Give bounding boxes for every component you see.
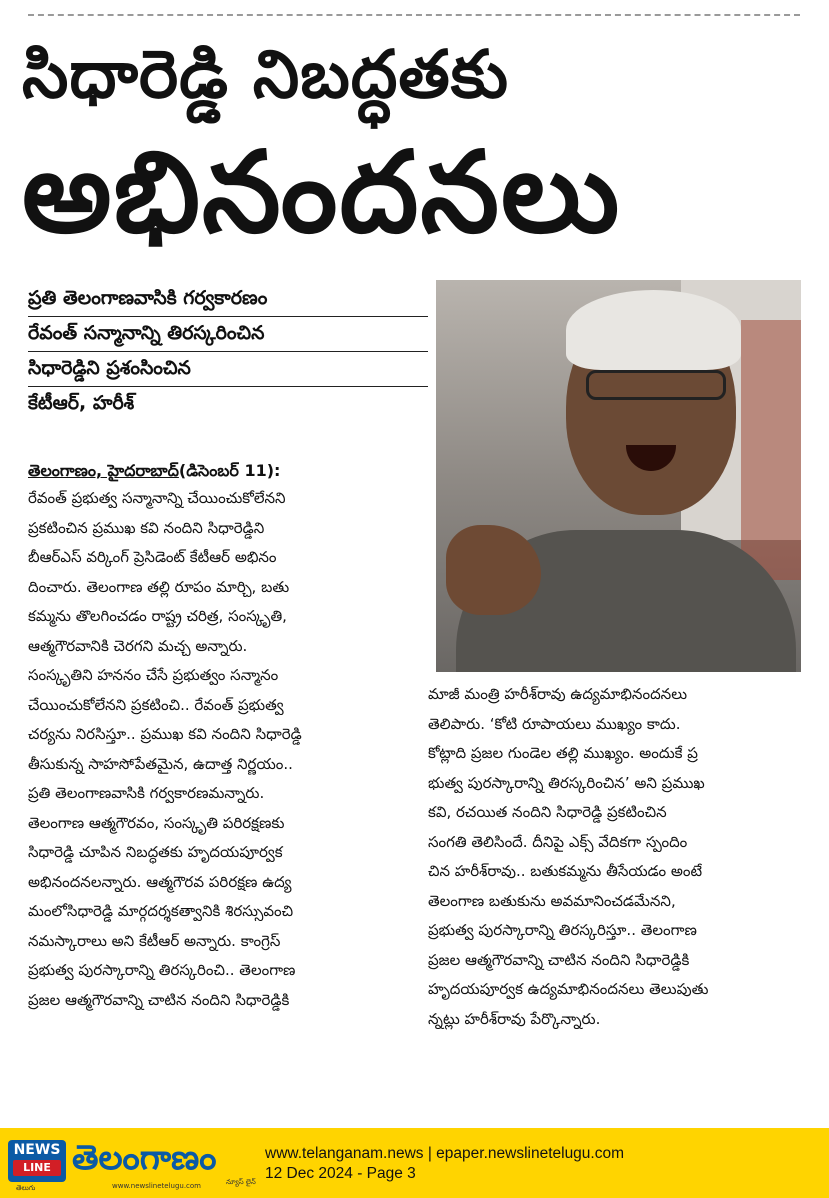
newsline-logo-top: NEWS: [13, 1142, 61, 1158]
body-line: బీఆర్ఎస్ వర్కింగ్ ప్రెసిడెంట్ కేటీఆర్ అభినం: [28, 548, 277, 566]
body-line: ప్రభుత్వ పురస్కారాన్ని తిరస్కరించి.. తెలంగాణ: [28, 961, 296, 979]
logo-site-url: www.newslinetelugu.com: [112, 1182, 201, 1190]
footer-websites[interactable]: www.telanganam.news | epaper.newslinetelugu.com: [265, 1145, 625, 1162]
subhead-4: కేటీఆర్, హరీశ్: [28, 392, 135, 414]
body-line: సంగతి తెలిసిందే. దీనిపై ఎక్స్ వేదికగా స్పందిం: [428, 832, 688, 851]
body-line: తీసుకున్న సాహసోపేతమైన, ఉదాత్త నిర్ణయం..: [28, 754, 293, 773]
body-line: కవి, రచయిత నందిని సిధారెడ్డి ప్రకటించిన: [428, 803, 667, 821]
body-line: ప్రజల ఆత్మగౌరవాన్ని చాటిన నందిని సిధారెడ్డికి: [428, 950, 690, 969]
subheadings: [28, 282, 428, 421]
body-line: చిన హరీశ్‌రావు.. బతుకమ్మను తీసేయడం అంటే: [428, 862, 703, 880]
body-line: హృదయపూర్వక ఉద్యమాభినందనలు తెలుపుతు: [428, 980, 709, 998]
body-line: అభినందనలన్నారు. ఆత్మగౌరవ పరిరక్షణ ఉద్య: [28, 872, 292, 891]
dateline-place: తెలంగాణం, హైదరాబాద్: [28, 461, 179, 480]
body-line: కోట్లాది ప్రజల గుండెల తల్లి ముఖ్యం. అందుకే ప్ర: [428, 744, 698, 762]
body-line: ప్రభుత్వ పురస్కారాన్ని తిరస్కరిస్తూ.. తెలంగాణ: [428, 921, 697, 939]
body-line: తెలంగాణ ఆత్మగౌరవం, సంస్కృతి పరిరక్షణకు: [28, 813, 285, 832]
body-line: రేవంత్ ప్రభుత్వ సన్మానాన్ని చేయించుకోలేనని: [28, 489, 286, 507]
top-dashed-rule: [28, 14, 800, 16]
subhead-2: రేవంత్ సన్మానాన్ని తిరస్కరించిన: [28, 317, 428, 352]
body-line: ఆత్మగౌరవానికి చెరగని మచ్చ అన్నారు.: [28, 636, 248, 655]
subhead-1: ప్రతి తెలంగాణవాసికి గర్వకారణం: [28, 282, 428, 317]
body-line: ప్రకటించిన ప్రముఖ కవి నందిని సిధారెడ్డిని: [28, 518, 265, 537]
headline-line-1: సిధారెడ్డి నిబద్ధతకు: [22, 36, 509, 113]
body-line: తెలిపారు. ‘కోటి రూపాయలు ముఖ్యం కాదు.: [428, 714, 681, 733]
body-line: చర్యను నిరసిస్తూ.. ప్రముఖ కవి నందిని సిధారెడ్డి: [28, 725, 302, 743]
logo-tagline: న్యూస్‌ లైన్‌: [226, 1178, 256, 1186]
footer-date-page: 12 Dec 2024 - Page 3: [265, 1165, 416, 1182]
article-body-right-column: [428, 680, 800, 1034]
body-line: సంస్కృతిని హననం చేసే ప్రభుత్వం సన్మానం: [28, 666, 279, 684]
footer-info: [265, 1144, 624, 1184]
body-line: మంలోసిధారెడ్డి మార్గదర్శకత్వానికి శిరస్సువంచి: [28, 902, 294, 920]
newsline-logo[interactable]: [8, 1140, 66, 1182]
subhead-3: సిధారెడ్డిని ప్రశంసించిన: [28, 352, 428, 387]
telanganam-logo[interactable]: తెలంగాణం: [72, 1138, 217, 1178]
body-line: భుత్వ పురస్కారాన్ని తిరస్కరించిన’ అని ప్రముఖ: [428, 773, 705, 792]
body-line: తెలంగాణ బతుకును అవమానించడమేనని,: [428, 891, 676, 910]
article-body-left-column: [28, 484, 400, 1015]
body-line: కమ్మను తొలగించడం రాష్ట్ర చరిత్ర, సంస్కృతి,: [28, 607, 287, 625]
body-line: చేయించుకోలేనని ప్రకటించి.. రేవంత్ ప్రభుత్వ: [28, 695, 284, 714]
newsline-logo-bottom: LINE: [13, 1160, 61, 1176]
body-line: నమస్కారాలు అని కేటీఆర్ అన్నారు. కాంగ్రెస్: [28, 931, 281, 950]
dateline: [28, 458, 400, 484]
article-photo: [436, 280, 801, 672]
newsline-logo-caption: తెలుగు: [16, 1184, 36, 1192]
body-line: సిధారెడ్డి చూపిన నిబద్ధతకు హృదయపూర్వక: [28, 843, 283, 861]
body-line: మాజీ మంత్రి హరీశ్‌రావు ఉద్యమాభినందనలు: [428, 685, 688, 703]
body-line: ప్రతి తెలంగాణవాసికి గర్వకారణమన్నారు.: [28, 784, 265, 802]
dateline-date: (డిసెంబర్ 11):: [178, 461, 281, 480]
body-line: దించారు. తెలంగాణ తల్లి రూపం మార్చి, బతు: [28, 577, 290, 596]
body-line: న్నట్లు హరీశ్‌రావు పేర్కొన్నారు.: [428, 1009, 601, 1028]
footer-bar: [0, 1128, 829, 1198]
headline-line-2: అభినందనలు: [22, 128, 622, 258]
body-line: ప్రజల ఆత్మగౌరవాన్ని చాటిన నందిని సిధారెడ్డికి: [28, 990, 290, 1009]
